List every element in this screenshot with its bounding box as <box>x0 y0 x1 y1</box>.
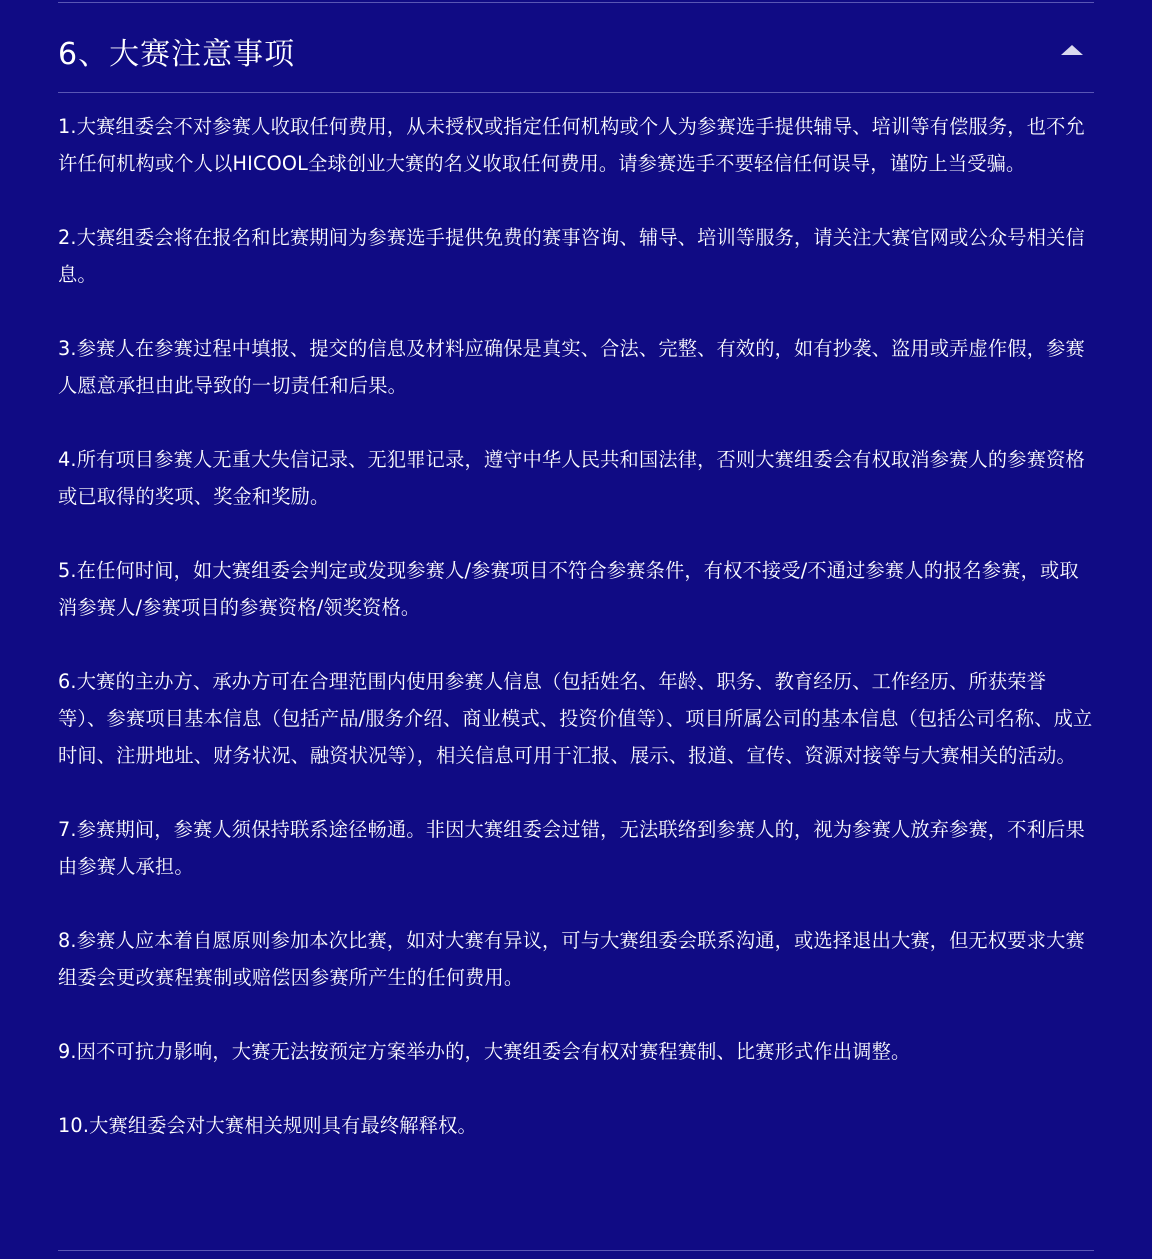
notice-item-7: 7.参赛期间，参赛人须保持联系途径畅通。非因大赛组委会过错，无法联络到参赛人的，视为参赛人放弃参赛，不利后果由参赛人承担。 <box>58 818 1085 878</box>
section-header-toggle[interactable] <box>58 20 1094 90</box>
notice-item-4: 4.所有项目参赛人无重大失信记录、无犯罪记录，遵守中华人民共和国法律，否则大赛组委会有权取消参赛人的参赛资格或已取得的奖项、奖金和奖励。 <box>58 448 1085 508</box>
section-title: 6、大赛注意事项 <box>58 37 296 72</box>
header-divider <box>58 92 1094 93</box>
notice-item-5: 5.在任何时间，如大赛组委会判定或发现参赛人/参赛项目不符合参赛条件，有权不接受/不通过参赛人的报名参赛，或取消参赛人/参赛项目的参赛资格/领奖资格。 <box>58 559 1079 619</box>
notice-item-6: 6.大赛的主办方、承办方可在合理范围内使用参赛人信息（包括姓名、年龄、职务、教育经历、工作经历、所获荣誉等）、参赛项目基本信息（包括产品/服务介绍、商业模式、投资价值等）、项目所属公司的基本信息（包括公司名称、成立时间、注册地址、财务状况、融资状况等），相关信息可用于汇报、展示、报道、宣传、资源对接等与大赛相关的活动。 <box>58 670 1093 767</box>
bottom-divider <box>58 1250 1094 1251</box>
notice-item-2: 2.大赛组委会将在报名和比赛期间为参赛选手提供免费的赛事咨询、辅导、培训等服务，请关注大赛官网或公众号相关信息。 <box>58 226 1085 286</box>
notice-item-8: 8.参赛人应本着自愿原则参加本次比赛，如对大赛有异议，可与大赛组委会联系沟通，或选择退出大赛，但无权要求大赛组委会更改赛程赛制或赔偿因参赛所产生的任何费用。 <box>58 929 1085 989</box>
notice-list <box>58 108 1094 1181</box>
chevron-up-icon[interactable] <box>1060 42 1084 58</box>
notice-item-3: 3.参赛人在参赛过程中填报、提交的信息及材料应确保是真实、合法、完整、有效的，如有抄袭、盗用或弄虚作假，参赛人愿意承担由此导致的一切责任和后果。 <box>58 337 1085 397</box>
notice-item-1: 1.大赛组委会不对参赛人收取任何费用，从未授权或指定任何机构或个人为参赛选手提供辅导、培训等有偿服务，也不允许任何机构或个人以HICOOL全球创业大赛的名义收取任何费用。请参赛选手不要轻信任何误导，谨防上当受骗。 <box>58 115 1085 175</box>
top-divider <box>58 2 1094 3</box>
notice-item-10: 10.大赛组委会对大赛相关规则具有最终解释权。 <box>58 1114 477 1137</box>
notice-item-9: 9.因不可抗力影响，大赛无法按预定方案举办的，大赛组委会有权对赛程赛制、比赛形式作出调整。 <box>58 1040 911 1063</box>
